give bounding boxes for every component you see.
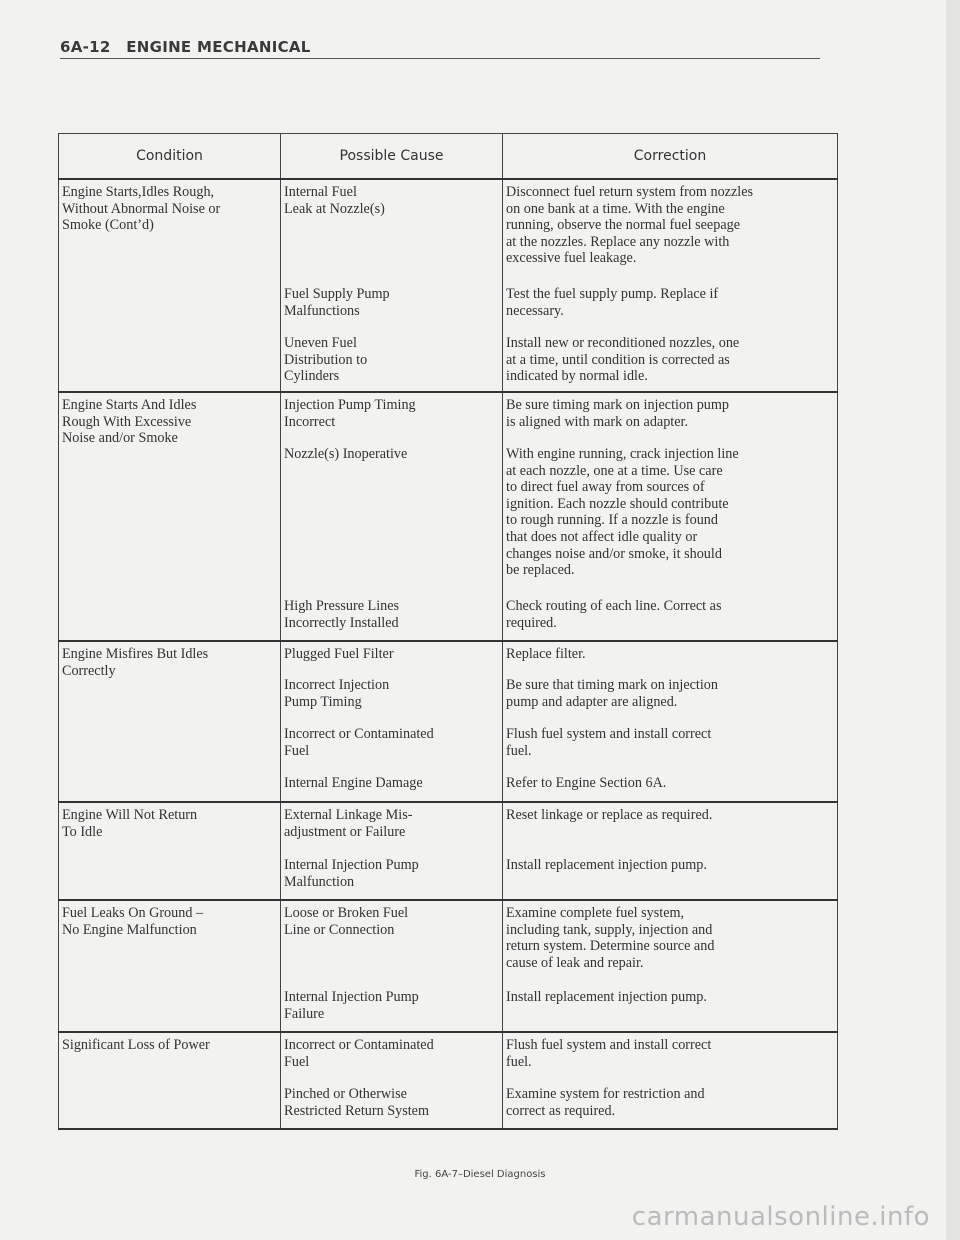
correction-cell bbox=[503, 179, 838, 392]
table-row bbox=[59, 802, 838, 900]
correction-text: Install replacement injection pump. bbox=[506, 857, 707, 873]
condition-cell bbox=[59, 900, 281, 1032]
correction-text: Replace filter. bbox=[506, 646, 586, 662]
column-header-condition: Condition bbox=[59, 134, 281, 180]
correction-cell bbox=[503, 900, 838, 1032]
condition-cell bbox=[59, 802, 281, 900]
cause-text: Incorrect or Contaminated Fuel bbox=[284, 1037, 434, 1070]
correction-text: Reset linkage or replace as required. bbox=[506, 807, 713, 823]
cause-text: Fuel Supply Pump Malfunctions bbox=[284, 286, 390, 319]
correction-text: With engine running, crack injection line at each nozzle, one at a time. Use care to direct fuel away from sources of ignition. Each nozzle should contribute to rough running. If a nozzle is found that does not affect idle quality or changes noise and/or smoke, it should be replaced. bbox=[506, 446, 739, 579]
page-edge bbox=[946, 0, 960, 1240]
table-header-row bbox=[59, 134, 838, 180]
table-row bbox=[59, 392, 838, 641]
cause-cell bbox=[281, 802, 503, 900]
correction-cell bbox=[503, 1032, 838, 1129]
cause-text: High Pressure Lines Incorrectly Installed bbox=[284, 598, 400, 631]
correction-text: Refer to Engine Section 6A. bbox=[506, 775, 667, 791]
table-row bbox=[59, 641, 838, 802]
correction-text: Disconnect fuel return system from nozzles on one bank at a time. With the engine running, observe the normal fuel seepage at the nozzles. Replace any nozzle with excessive fuel leakage. bbox=[506, 184, 754, 267]
column-header-cause: Possible Cause bbox=[281, 134, 503, 180]
correction-cell bbox=[503, 802, 838, 900]
section-title: ENGINE MECHANICAL bbox=[126, 38, 311, 56]
correction-text: Be sure that timing mark on injection pump and adapter are aligned. bbox=[506, 677, 718, 710]
correction-cell bbox=[503, 392, 838, 641]
table-row bbox=[59, 1032, 838, 1129]
condition-cell bbox=[59, 392, 281, 641]
column-header-correction: Correction bbox=[503, 134, 838, 180]
table-body bbox=[59, 179, 838, 1129]
correction-text: Install new or reconditioned nozzles, one at a time, until condition is corrected as indicated by normal idle. bbox=[506, 335, 740, 385]
correction-text: Test the fuel supply pump. Replace if necessary. bbox=[506, 286, 719, 319]
correction-text: Examine system for restriction and correct as required. bbox=[506, 1086, 705, 1119]
condition-text: Significant Loss of Power bbox=[62, 1037, 210, 1053]
cause-text: Uneven Fuel Distribution to Cylinders bbox=[284, 335, 368, 385]
table-row bbox=[59, 900, 838, 1032]
cause-cell bbox=[281, 900, 503, 1032]
correction-text: Examine complete fuel system, including tank, supply, injection and return system. Determine source and cause of leak and repair. bbox=[506, 905, 715, 971]
cause-text: Internal Injection Pump Malfunction bbox=[284, 857, 419, 890]
correction-text: Flush fuel system and install correct fuel. bbox=[506, 1037, 712, 1070]
correction-text: Install replacement injection pump. bbox=[506, 989, 707, 1005]
watermark-text: carmanualsonline.info bbox=[631, 1202, 930, 1232]
cause-text: External Linkage Mis- adjustment or Failure bbox=[284, 807, 413, 840]
condition-text: Engine Misfires But Idles Correctly bbox=[62, 646, 209, 679]
table-row bbox=[59, 179, 838, 392]
condition-text: Fuel Leaks On Ground – No Engine Malfunction bbox=[62, 905, 204, 938]
correction-cell bbox=[503, 641, 838, 802]
cause-cell bbox=[281, 641, 503, 802]
cause-text: Internal Engine Damage bbox=[284, 775, 423, 791]
section-code: 6A-12 bbox=[60, 38, 111, 56]
condition-cell bbox=[59, 1032, 281, 1129]
cause-text: Loose or Broken Fuel Line or Connection bbox=[284, 905, 409, 938]
cause-cell bbox=[281, 392, 503, 641]
correction-text: Flush fuel system and install correct fuel. bbox=[506, 726, 712, 759]
cause-text: Incorrect Injection Pump Timing bbox=[284, 677, 390, 710]
correction-text: Check routing of each line. Correct as required. bbox=[506, 598, 722, 631]
condition-cell bbox=[59, 641, 281, 802]
correction-text: Be sure timing mark on injection pump is aligned with mark on adapter. bbox=[506, 397, 730, 430]
cause-cell bbox=[281, 1032, 503, 1129]
cause-text: Internal Fuel Leak at Nozzle(s) bbox=[284, 184, 385, 217]
cause-text: Nozzle(s) Inoperative bbox=[284, 446, 408, 462]
cause-text: Incorrect or Contaminated Fuel bbox=[284, 726, 434, 759]
condition-cell bbox=[59, 179, 281, 392]
diagnosis-table bbox=[58, 133, 838, 1130]
cause-text: Internal Injection Pump Failure bbox=[284, 989, 419, 1022]
cause-text: Pinched or Otherwise Restricted Return System bbox=[284, 1086, 430, 1119]
condition-text: Engine Starts,Idles Rough, Without Abnormal Noise or Smoke (Cont’d) bbox=[62, 184, 221, 234]
condition-text: Engine Will Not Return To Idle bbox=[62, 807, 198, 840]
page-header bbox=[60, 38, 820, 59]
figure-caption: Fig. 6A-7–Diesel Diagnosis bbox=[414, 1169, 546, 1180]
condition-text: Engine Starts And Idles Rough With Excessive Noise and/or Smoke bbox=[62, 397, 197, 447]
cause-text: Plugged Fuel Filter bbox=[284, 646, 394, 662]
cause-text: Injection Pump Timing Incorrect bbox=[284, 397, 416, 430]
cause-cell bbox=[281, 179, 503, 392]
